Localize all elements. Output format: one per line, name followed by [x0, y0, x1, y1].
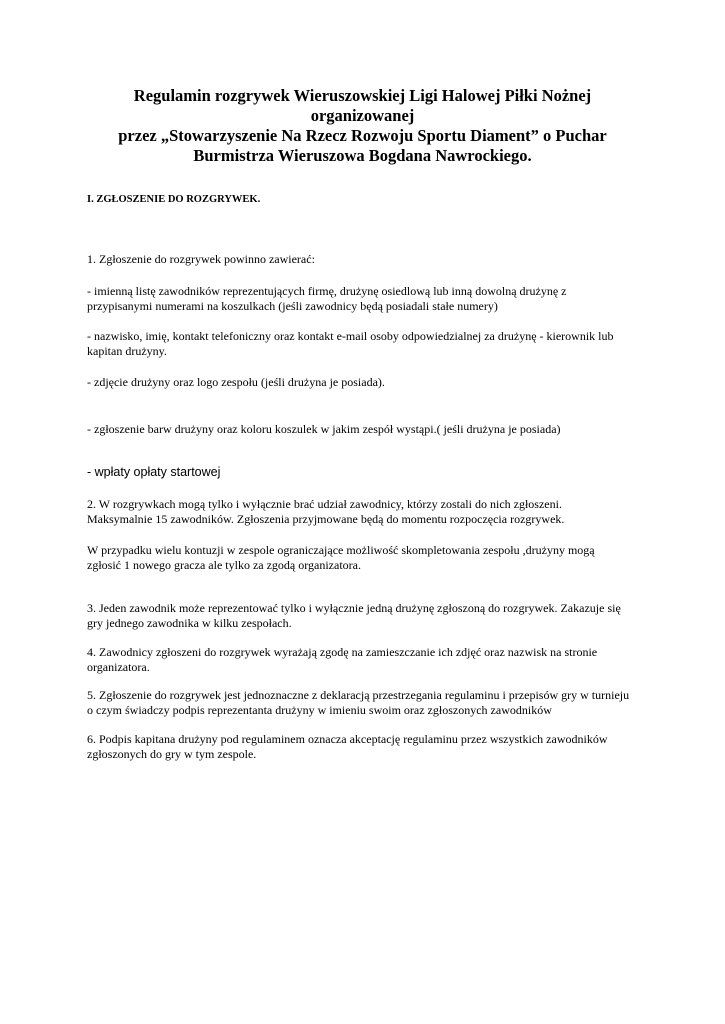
paragraph-line: 1. Zgłoszenie do rozgrywek powinno zawierać: — [87, 252, 315, 266]
paragraph-line: - zdjęcie drużyny oraz logo zespołu (jeśli drużyna je posiada). — [87, 375, 385, 389]
paragraph-line: - zgłoszenie barw drużyny oraz koloru koszulek w jakim zespół wystąpi.( jeśli drużyna je posiada) — [87, 422, 561, 436]
paragraph-line: zgłosić 1 nowego gracza ale tylko za zgodą organizatora. — [87, 558, 361, 572]
paragraph-3-one-team — [87, 601, 657, 631]
paragraph-line: zgłoszonych do gry w tym zespole. — [87, 747, 257, 761]
paragraph-line: 5. Zgłoszenie do rozgrywek jest jednoznaczne z deklaracją przestrzegania regulaminu i przepisów gry w turnieju — [87, 688, 630, 702]
paragraph-team-colors — [87, 422, 657, 437]
paragraph-line: 6. Podpis kapitana drużyny pod regulaminem oznacza akceptację regulaminu przez wszystkich zawodników — [87, 732, 608, 746]
paragraph-line: 4. Zawodnicy zgłoszeni do rozgrywek wyrażają zgodę na zamieszczanie ich zdjęć oraz nazwisk na stronie — [87, 645, 598, 659]
paragraph-line: - nazwisko, imię, kontakt telefoniczny oraz kontakt e-mail osoby odpowiedzialnej za drużynę - kierownik lub — [87, 329, 614, 343]
paragraph-line: o czym świadczy podpis reprezentanta drużyny w imieniu swoim oraz zgłoszonych zawodników — [87, 703, 552, 717]
title-line: przez „Stowarzyszenie Na Rzecz Rozwoju Sportu Diament” o Puchar — [118, 126, 607, 145]
paragraph-6-captain-signature — [87, 732, 657, 762]
paragraph-line: organizatora. — [87, 660, 150, 674]
paragraph-4-consent — [87, 645, 657, 675]
paragraph-injuries — [87, 543, 657, 573]
paragraph-player-list — [87, 284, 657, 314]
paragraph-1-intro — [87, 252, 657, 267]
paragraph-line: - imienną listę zawodników reprezentujących firmę, drużynę osiedlową lub inną dowolną drużynę z — [87, 284, 567, 298]
paragraph-line: Maksymalnie 15 zawodników. Zgłoszenia przyjmowane będą do momentu rozpoczęcia rozgrywek. — [87, 512, 565, 526]
paragraph-line: przypisanymi numerami na koszulkach (jeśli zawodnicy będą posiadali stałe numery) — [87, 299, 498, 313]
paragraph-line: 3. Jeden zawodnik może reprezentować tylko i wyłącznie jedną drużynę zgłoszoną do rozgrywek. Zakazuje się — [87, 601, 621, 615]
paragraph-line: - wpłaty opłaty startowej — [87, 465, 221, 479]
paragraph-line: kapitan drużyny. — [87, 344, 167, 358]
paragraph-entry-fee — [87, 465, 657, 480]
document-title — [80, 86, 645, 166]
title-line: Burmistrza Wieruszowa Bogdana Nawrockiego. — [193, 146, 532, 165]
paragraph-line: W przypadku wielu kontuzji w zespole ograniczające możliwość skompletowania zespołu ,drużyny mogą — [87, 543, 595, 557]
paragraph-photo-logo — [87, 375, 657, 390]
paragraph-2-eligibility — [87, 497, 657, 527]
paragraph-5-declaration — [87, 688, 657, 718]
paragraph-line: 2. W rozgrywkach mogą tylko i wyłącznie brać udział zawodnicy, którzy zostali do nich zgłoszeni. — [87, 497, 562, 511]
paragraph-contact — [87, 329, 657, 359]
title-line: Regulamin rozgrywek Wieruszowskiej Ligi Halowej Piłki Nożnej organizowanej — [133, 86, 592, 125]
section-heading: I. ZGŁOSZENIE DO ROZGRYWEK. — [87, 194, 261, 205]
paragraph-line: gry jednego zawodnika w kilku zespołach. — [87, 616, 292, 630]
